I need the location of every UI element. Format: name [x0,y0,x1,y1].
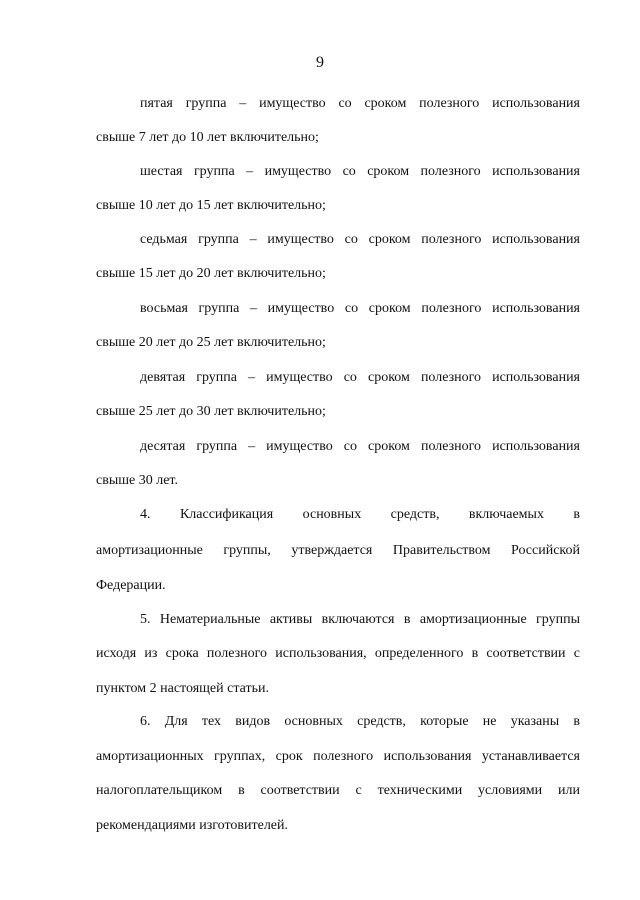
group-7-line-1: седьмая группа – имущество со сроком полезного использования [140,232,580,247]
group-9-line-1: девятая группа – имущество со сроком полезного использования [140,370,580,385]
group-7-paragraph [96,230,580,284]
item-4-line-3: Федерации. [96,578,166,593]
group-10-line-1: десятая группа – имущество со сроком полезного использования [140,439,580,454]
group-6-line-2: свыше 10 лет до 15 лет включительно; [96,198,326,213]
item-6-line-4: рекомендациями изготовителей. [96,818,289,833]
page-number: 9 [316,54,324,71]
item-5-line-3: пунктом 2 настоящей статьи. [96,681,269,696]
group-6-line-1: шестая группа – имущество со сроком полезного использования [140,164,580,179]
item-6-line-3: налогоплательщиком в соответствии с техническими условиями или [96,783,580,798]
group-8-paragraph [96,299,580,353]
item-4-line-2: амортизационные группы, утверждается Правительством Российской [96,543,580,558]
item-5-line-1: 5. Нематериальные активы включаются в амортизационные группы [140,612,580,627]
item-5-paragraph [96,610,580,699]
group-8-line-2: свыше 20 лет до 25 лет включительно; [96,335,326,350]
group-8-line-1: восьмая группа – имущество со сроком полезного использования [140,301,580,316]
group-7-line-2: свыше 15 лет до 20 лет включительно; [96,266,326,281]
group-9-paragraph [96,368,580,422]
item-4-paragraph [96,505,580,596]
group-5-paragraph [96,94,580,148]
item-5-line-2: исходя из срока полезного использования, определенного в соответствии с [96,646,580,661]
item-6-line-1: 6. Для тех видов основных средств, которые не указаны в [140,714,580,729]
group-9-line-2: свыше 25 лет до 30 лет включительно; [96,404,326,419]
group-5-line-1: пятая группа – имущество со сроком полезного использования [140,96,580,111]
group-10-line-2: свыше 30 лет. [96,473,178,488]
item-6-line-2: амортизационных группах, срок полезного использования устанавливается [96,749,580,764]
item-6-paragraph [96,712,580,836]
group-5-line-2: свыше 7 лет до 10 лет включительно; [96,130,319,145]
group-10-paragraph [96,437,580,491]
item-4-line-1: 4. Классификация основных средств, включаемых в [140,507,580,522]
group-6-paragraph [96,162,580,216]
